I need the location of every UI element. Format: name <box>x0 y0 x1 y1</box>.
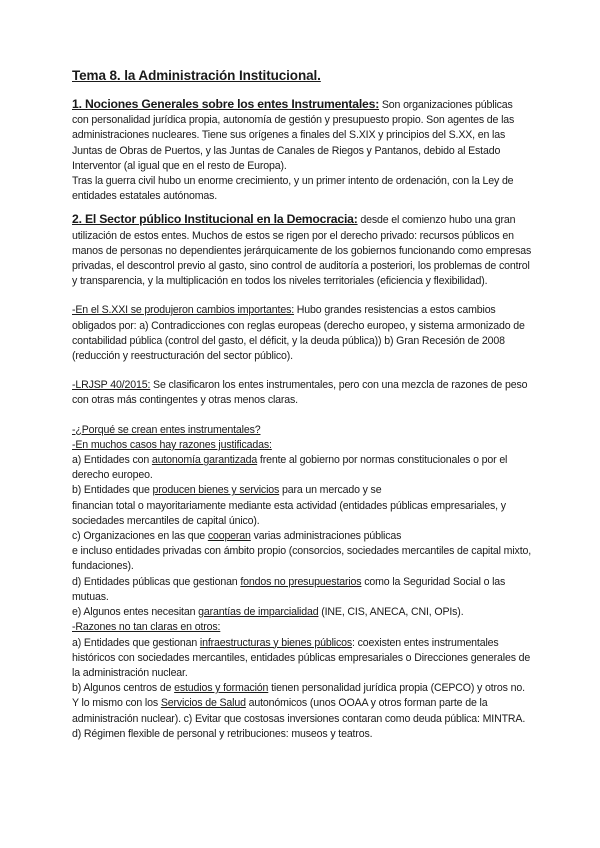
section-4-body: Se clasificaron los entes instrumentales, pero con una mezcla de razones de peso con otras más contingentes y otras menos claras. <box>72 379 528 407</box>
reason-d: d) Entidades públicas que gestionan fondos no presupuestarios como la Seguridad Social o las mutuas. <box>72 575 506 603</box>
section-1-body: Son organizaciones públicas con personalidad jurídica propia, autonomía de gestión y presupuesto propio. Son agentes de las administraciones nucleares. Tiene sus orígenes a finales del S.XIX y principios del S.XX, en las Juntas de Obras de Puertos, y las Juntas de Canales de Riegos y Pantanos, debido al Estado Interventor (al igual que en el resto de Europa). <box>72 99 515 172</box>
section-1-heading: 1. Nociones Generales sobre los entes Instrumentales: <box>72 97 380 111</box>
section-4 <box>72 378 532 408</box>
section-1-body-2: Tras la guerra civil hubo un enorme crecimiento, y un primer intento de ordenación, con la Ley de entidades estatales autónomas. <box>72 175 514 203</box>
unclear-reasons-heading: -Razones no tan claras en otros: <box>72 621 221 634</box>
question-line: -¿Porqué se crean entes instrumentales? <box>72 423 261 436</box>
unclear-reason-b: b) Algunos centros de estudios y formación tienen personalidad jurídica propia (CEPCO) y otros no. Y lo mismo con los Servicios de Salud autonómicos (unos OOAA y otros forman parte de la administración nuclear). c) Evitar que costosas inversiones contaran como deuda pública: MINTRA. d) Régimen flexible de personal y retribuciones: museos y teatros. <box>72 682 526 740</box>
document-page <box>72 68 532 742</box>
section-2-heading: 2. El Sector público Institucional en la Democracia: <box>72 212 358 227</box>
section-3-body: Hubo grandes resistencias a estos cambios obligados por: a) Contradicciones con reglas europeas (derecho europeo, y sistema armonizado de contabilidad pública (control del gasto, el déficit, y la deuda pública)) b) Gran Recesión de 2008 (reducción y reestructuración del sector público). <box>72 304 525 363</box>
reason-a: a) Entidades con autonomía garantizada frente al gobierno por normas constitucionales o por el derecho europeo. <box>72 454 508 482</box>
section-3 <box>72 303 532 364</box>
reason-b: b) Entidades que producen bienes y servicios para un mercado y se <box>72 484 382 497</box>
section-4-lead: -LRJSP 40/2015: <box>72 379 151 392</box>
section-2 <box>72 212 532 289</box>
section-2-body: desde el comienzo hubo una gran utilización de estos entes. Muchos de estos se rigen por el derecho privado: recursos públicos en manos de personas no dependientes jerárquicamente de los gobiernos funcionando como empresas privadas, el descontrol previo al gasto, sino control de auditoría a posteriori, los problemas de control y transparencia, y la multiplicación en todos los niveles territoriales (eficiencia y flexibilidad). <box>72 214 532 288</box>
section-1 <box>72 97 532 174</box>
reason-c: c) Organizaciones en las que cooperan varias administraciones públicas <box>72 530 402 543</box>
reason-c-continued: e incluso entidades privadas con ámbito propio (consorcios, sociedades mercantiles de capital mixto, fundaciones). <box>72 545 532 573</box>
reason-e: e) Algunos entes necesitan garantías de imparcialidad (INE, CIS, ANECA, CNI, OPIs). <box>72 606 464 619</box>
unclear-reason-a: a) Entidades que gestionan infraestructuras y bienes públicos: coexisten entes instrumentales históricos con sociedades mercantiles, entidades públicas empresariales o Direcciones generales de la administración nuclear. <box>72 636 531 679</box>
reason-b-continued: financian total o mayoritariamente mediante esta actividad (entidades públicas empresariales, y sociedades mercantiles de capital único). <box>72 499 506 527</box>
document-title: Tema 8. la Administración Institucional. <box>72 68 321 83</box>
justified-reasons-heading: -En muchos casos hay razones justificadas: <box>72 438 272 451</box>
section-3-lead: -En el S.XXI se produjeron cambios importantes: <box>72 304 295 317</box>
